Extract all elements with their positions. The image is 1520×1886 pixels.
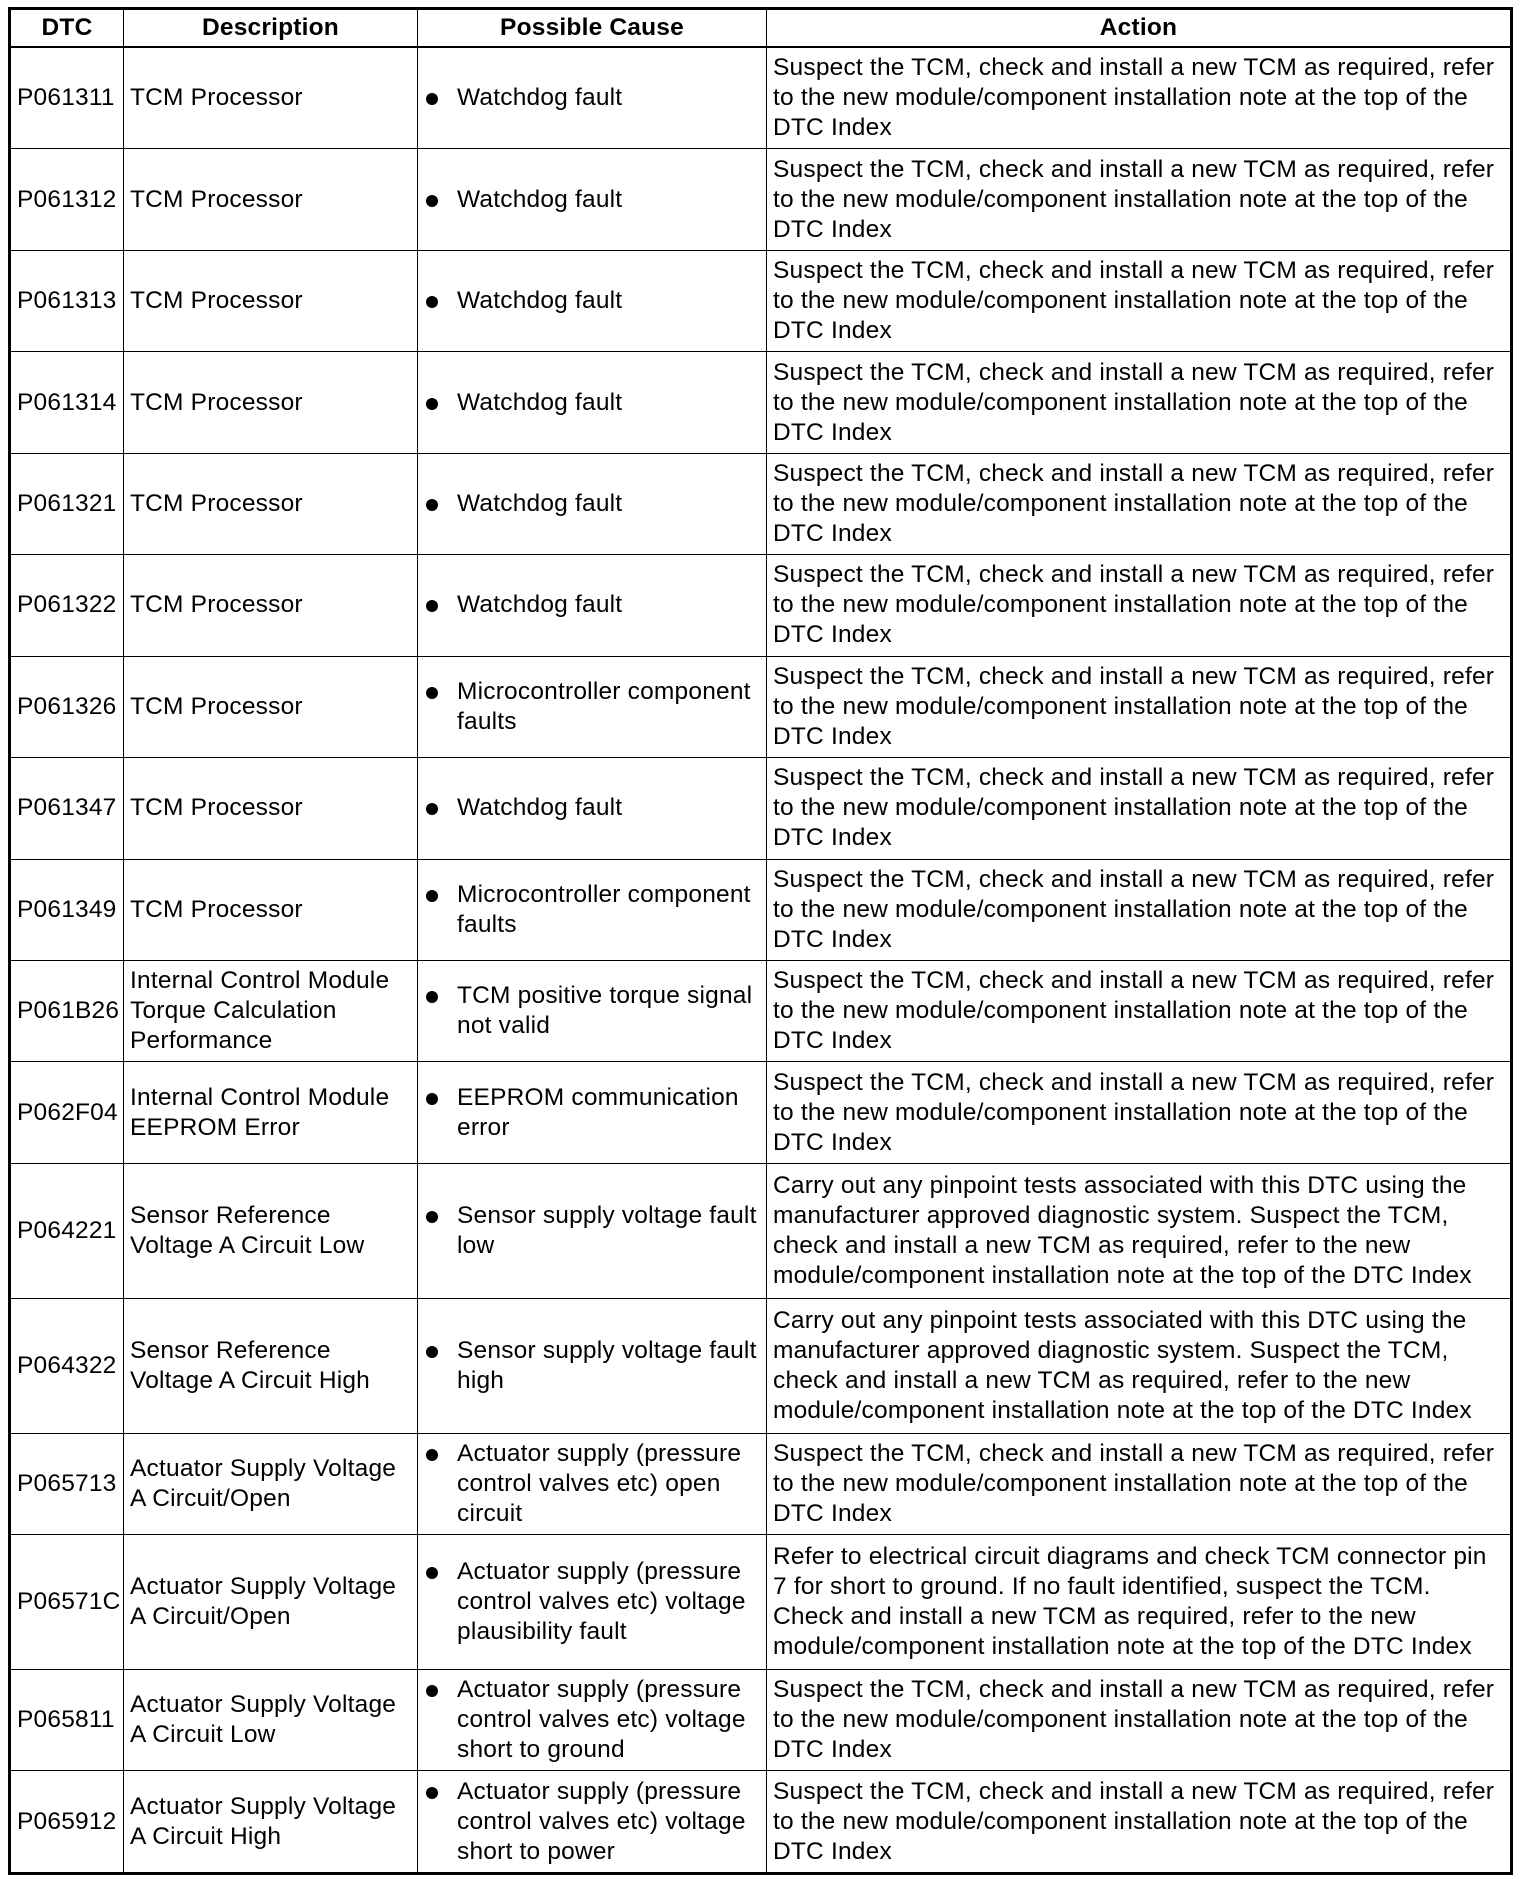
possible-cause-cell bbox=[418, 1062, 767, 1163]
action-text: Suspect the TCM, check and install a new TCM as required, refer to the new module/component installation note at the top of the DTC Index bbox=[767, 555, 1512, 656]
possible-cause-cell bbox=[418, 1298, 767, 1433]
dtc-code: P064322 bbox=[10, 1298, 124, 1433]
possible-cause-cell bbox=[418, 1535, 767, 1670]
dtc-description: Actuator Supply Voltage A Circuit High bbox=[124, 1771, 418, 1874]
possible-cause-text: Microcontroller component faults bbox=[457, 880, 751, 938]
dtc-description: TCM Processor bbox=[124, 555, 418, 656]
action-text: Suspect the TCM, check and install a new TCM as required, refer to the new module/component installation note at the top of the DTC Index bbox=[767, 960, 1512, 1061]
dtc-code: P061321 bbox=[10, 453, 124, 554]
action-text: Suspect the TCM, check and install a new TCM as required, refer to the new module/component installation note at the top of the DTC Index bbox=[767, 47, 1512, 149]
dtc-code: P064221 bbox=[10, 1163, 124, 1298]
possible-cause-text: Watchdog fault bbox=[457, 490, 623, 518]
possible-cause-item bbox=[424, 1557, 760, 1647]
possible-cause-item bbox=[424, 880, 760, 940]
dtc-table bbox=[8, 7, 1513, 1875]
bullet-icon bbox=[426, 398, 438, 410]
bullet-icon bbox=[426, 1567, 438, 1579]
dtc-code: P061347 bbox=[10, 758, 124, 859]
bullet-icon bbox=[426, 1346, 438, 1358]
possible-cause-cell bbox=[418, 656, 767, 757]
action-text: Suspect the TCM, check and install a new TCM as required, refer to the new module/component installation note at the top of the DTC Index bbox=[767, 1669, 1512, 1770]
dtc-code: P061311 bbox=[10, 47, 124, 149]
possible-cause-item bbox=[424, 1083, 760, 1143]
possible-cause-text: Actuator supply (pressure control valves etc) open circuit bbox=[457, 1439, 742, 1527]
dtc-code: P061326 bbox=[10, 656, 124, 757]
dtc-code: P061313 bbox=[10, 250, 124, 351]
possible-cause-text: Actuator supply (pressure control valves etc) voltage plausibility fault bbox=[457, 1557, 746, 1645]
possible-cause-item bbox=[424, 83, 760, 113]
possible-cause-item bbox=[424, 677, 760, 737]
table-row bbox=[10, 1298, 1512, 1433]
possible-cause-cell bbox=[418, 1669, 767, 1770]
action-text: Carry out any pinpoint tests associated with this DTC using the manufacturer approved diagnostic system. Suspect the TCM, check and install a new TCM as required, refer to the new module/component installation note at the top of the DTC Index bbox=[767, 1163, 1512, 1298]
table-row bbox=[10, 250, 1512, 351]
possible-cause-cell bbox=[418, 1163, 767, 1298]
possible-cause-cell bbox=[418, 1771, 767, 1874]
bullet-icon bbox=[426, 600, 438, 612]
possible-cause-item bbox=[424, 1675, 760, 1765]
table-body bbox=[10, 47, 1512, 1874]
possible-cause-cell bbox=[418, 453, 767, 554]
dtc-description: TCM Processor bbox=[124, 758, 418, 859]
possible-cause-item bbox=[424, 1336, 760, 1396]
action-text: Suspect the TCM, check and install a new TCM as required, refer to the new module/component installation note at the top of the DTC Index bbox=[767, 859, 1512, 960]
dtc-code: P065912 bbox=[10, 1771, 124, 1874]
table-row bbox=[10, 758, 1512, 859]
possible-cause-cell bbox=[418, 47, 767, 149]
header-possible-cause: Possible Cause bbox=[418, 9, 767, 48]
action-text: Suspect the TCM, check and install a new TCM as required, refer to the new module/component installation note at the top of the DTC Index bbox=[767, 656, 1512, 757]
possible-cause-cell bbox=[418, 250, 767, 351]
possible-cause-cell bbox=[418, 960, 767, 1061]
bullet-icon bbox=[426, 499, 438, 511]
possible-cause-text: Watchdog fault bbox=[457, 591, 623, 619]
possible-cause-text: Sensor supply voltage fault low bbox=[457, 1201, 757, 1259]
dtc-code: P061312 bbox=[10, 149, 124, 250]
action-text: Suspect the TCM, check and install a new TCM as required, refer to the new module/component installation note at the top of the DTC Index bbox=[767, 352, 1512, 453]
action-text: Suspect the TCM, check and install a new TCM as required, refer to the new module/component installation note at the top of the DTC Index bbox=[767, 453, 1512, 554]
bullet-icon bbox=[426, 1787, 438, 1799]
possible-cause-item bbox=[424, 286, 760, 316]
dtc-description: Sensor Reference Voltage A Circuit High bbox=[124, 1298, 418, 1433]
possible-cause-text: Watchdog fault bbox=[457, 185, 623, 213]
dtc-description: Internal Control Module Torque Calculation Performance bbox=[124, 960, 418, 1061]
table-row bbox=[10, 453, 1512, 554]
possible-cause-cell bbox=[418, 149, 767, 250]
bullet-icon bbox=[426, 1211, 438, 1223]
dtc-code: P062F04 bbox=[10, 1062, 124, 1163]
table-row bbox=[10, 1433, 1512, 1534]
header-row bbox=[10, 9, 1512, 48]
bullet-icon bbox=[426, 991, 438, 1003]
dtc-description: TCM Processor bbox=[124, 250, 418, 351]
bullet-icon bbox=[426, 195, 438, 207]
possible-cause-text: Sensor supply voltage fault high bbox=[457, 1336, 757, 1394]
dtc-code: P065811 bbox=[10, 1669, 124, 1770]
possible-cause-item bbox=[424, 185, 760, 215]
possible-cause-item bbox=[424, 489, 760, 519]
bullet-icon bbox=[426, 687, 438, 699]
bullet-icon bbox=[426, 296, 438, 308]
table-row bbox=[10, 47, 1512, 149]
possible-cause-text: Microcontroller component faults bbox=[457, 677, 751, 735]
dtc-code: P061322 bbox=[10, 555, 124, 656]
possible-cause-item bbox=[424, 590, 760, 620]
header-dtc: DTC bbox=[10, 9, 124, 48]
table-row bbox=[10, 1062, 1512, 1163]
possible-cause-cell bbox=[418, 352, 767, 453]
action-text: Suspect the TCM, check and install a new TCM as required, refer to the new module/component installation note at the top of the DTC Index bbox=[767, 149, 1512, 250]
dtc-description: Sensor Reference Voltage A Circuit Low bbox=[124, 1163, 418, 1298]
possible-cause-text: Actuator supply (pressure control valves etc) voltage short to power bbox=[457, 1777, 746, 1865]
table-row bbox=[10, 859, 1512, 960]
table-row bbox=[10, 1535, 1512, 1670]
possible-cause-cell bbox=[418, 1433, 767, 1534]
dtc-description: TCM Processor bbox=[124, 352, 418, 453]
table-row bbox=[10, 352, 1512, 453]
possible-cause-text: EEPROM communication error bbox=[457, 1083, 739, 1141]
table-row bbox=[10, 960, 1512, 1061]
possible-cause-cell bbox=[418, 555, 767, 656]
possible-cause-item bbox=[424, 1777, 760, 1867]
bullet-icon bbox=[426, 803, 438, 815]
possible-cause-item bbox=[424, 388, 760, 418]
dtc-description: Actuator Supply Voltage A Circuit/Open bbox=[124, 1535, 418, 1670]
possible-cause-item bbox=[424, 1201, 760, 1261]
table-row bbox=[10, 1163, 1512, 1298]
possible-cause-text: Watchdog fault bbox=[457, 794, 623, 822]
table-row bbox=[10, 656, 1512, 757]
action-text: Carry out any pinpoint tests associated with this DTC using the manufacturer approved diagnostic system. Suspect the TCM, check and install a new TCM as required, refer to the new module/component installation note at the top of the DTC Index bbox=[767, 1298, 1512, 1433]
possible-cause-text: Watchdog fault bbox=[457, 287, 623, 315]
bullet-icon bbox=[426, 93, 438, 105]
table-row bbox=[10, 1669, 1512, 1770]
bullet-icon bbox=[426, 1093, 438, 1105]
possible-cause-text: TCM positive torque signal not valid bbox=[457, 982, 753, 1040]
dtc-description: TCM Processor bbox=[124, 149, 418, 250]
possible-cause-cell bbox=[418, 758, 767, 859]
possible-cause-item bbox=[424, 1439, 760, 1529]
table-row bbox=[10, 149, 1512, 250]
table-header bbox=[10, 9, 1512, 48]
action-text: Suspect the TCM, check and install a new TCM as required, refer to the new module/component installation note at the top of the DTC Index bbox=[767, 1433, 1512, 1534]
possible-cause-text: Watchdog fault bbox=[457, 84, 623, 112]
dtc-description: TCM Processor bbox=[124, 656, 418, 757]
action-text: Refer to electrical circuit diagrams and check TCM connector pin 7 for short to ground. If no fault identified, suspect the TCM. Check and install a new TCM as required, refer to the new module/component installation note at the top of the DTC Index bbox=[767, 1535, 1512, 1670]
header-action: Action bbox=[767, 9, 1512, 48]
action-text: Suspect the TCM, check and install a new TCM as required, refer to the new module/component installation note at the top of the DTC Index bbox=[767, 1062, 1512, 1163]
header-description: Description bbox=[124, 9, 418, 48]
dtc-code: P061314 bbox=[10, 352, 124, 453]
possible-cause-cell bbox=[418, 859, 767, 960]
dtc-description: Actuator Supply Voltage A Circuit Low bbox=[124, 1669, 418, 1770]
possible-cause-text: Watchdog fault bbox=[457, 388, 623, 416]
dtc-description: TCM Processor bbox=[124, 453, 418, 554]
table-row bbox=[10, 1771, 1512, 1874]
bullet-icon bbox=[426, 1685, 438, 1697]
dtc-code: P061349 bbox=[10, 859, 124, 960]
possible-cause-text: Actuator supply (pressure control valves etc) voltage short to ground bbox=[457, 1676, 746, 1764]
dtc-description: Actuator Supply Voltage A Circuit/Open bbox=[124, 1433, 418, 1534]
possible-cause-item bbox=[424, 981, 760, 1041]
dtc-code: P06571C bbox=[10, 1535, 124, 1670]
dtc-code: P065713 bbox=[10, 1433, 124, 1534]
bullet-icon bbox=[426, 1449, 438, 1461]
dtc-code: P061B26 bbox=[10, 960, 124, 1061]
dtc-description: Internal Control Module EEPROM Error bbox=[124, 1062, 418, 1163]
table-row bbox=[10, 555, 1512, 656]
action-text: Suspect the TCM, check and install a new TCM as required, refer to the new module/component installation note at the top of the DTC Index bbox=[767, 1771, 1512, 1874]
dtc-description: TCM Processor bbox=[124, 859, 418, 960]
action-text: Suspect the TCM, check and install a new TCM as required, refer to the new module/component installation note at the top of the DTC Index bbox=[767, 758, 1512, 859]
dtc-description: TCM Processor bbox=[124, 47, 418, 149]
action-text: Suspect the TCM, check and install a new TCM as required, refer to the new module/component installation note at the top of the DTC Index bbox=[767, 250, 1512, 351]
possible-cause-item bbox=[424, 793, 760, 823]
bullet-icon bbox=[426, 890, 438, 902]
